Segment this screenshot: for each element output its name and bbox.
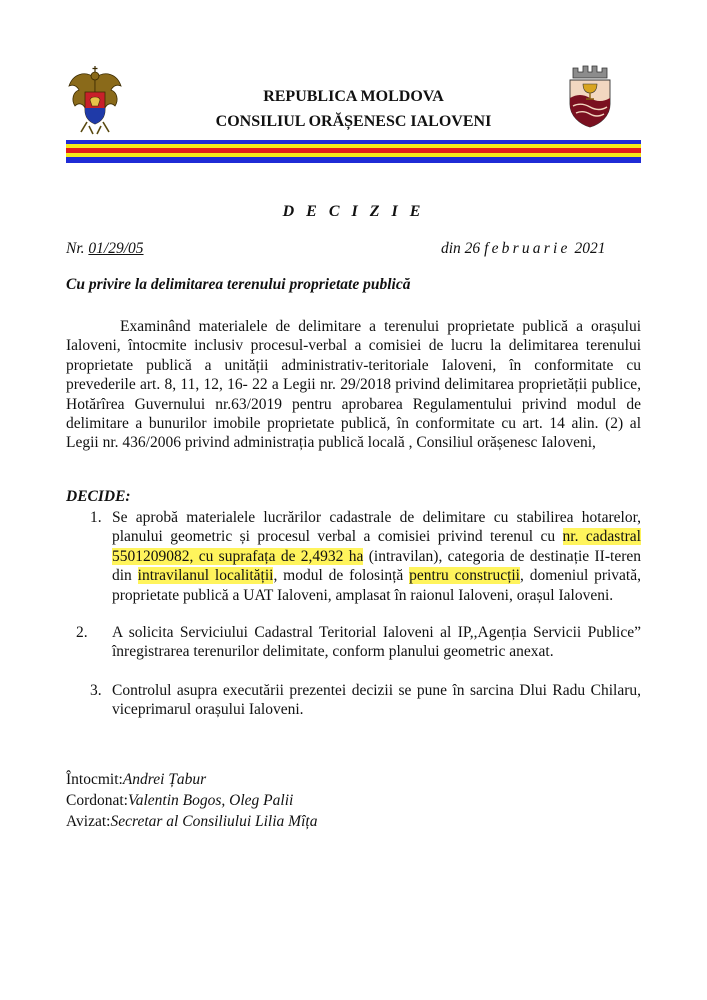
signature-label: Întocmit: [66,771,123,788]
signature-value: Secretar al Consiliului Lilia Mîța [110,813,318,830]
item-number: 1. [90,509,102,526]
item-text: Se aprobă materialele lucrărilor cadastrale de delimitare cu stabilirea hotarelor, planului geometric și procesul verbal a comisiei privind terenul cu [112,509,641,546]
decision-number [66,240,144,258]
item-text: Controlul asupra executării prezentei decizii se pune în sarcina Dlui Radu Chilaru, viceprimarul orașului Ialoveni. [112,682,641,719]
highlight-cadastral: nr. cadastral 5501209082, cu suprafața de 2,4932 ha [112,528,641,565]
intro-paragraph: Examinând materialele de delimitare a terenului proprietate publică a orașului Ialoveni, întocmite inclusiv procesul-verbal a comisiei de lucru la delimitarea terenului proprietate publică a unității administrativ-teritoriale Ialoveni, în conformitate cu prevederile art. 8, 11, 12, 16- 22 a Legii nr. 29/2018 privind delimitarea proprietății publice, Hotărîrea Guvernului nr.63/2019 pentru aprobarea Regulamentului privind modul de delimitare a bunurilor imobile proprietate publică, în conformitate cu art. 14 alin. (2) al Legii nr. 436/2006 privind administrația publică locală , Consiliul orășenesc Ialoveni, [66,318,641,452]
tricolor-stripes [66,140,641,163]
stripe-blue [66,140,641,144]
stripe-yellow [66,144,641,148]
signature-value: Andrei Țabur [122,771,207,788]
item-text: A solicita Serviciului Cadastral Teritorial Ialoveni al IP,,Agenția Servicii Publice” înregistrarea terenurilor delimitate, conform planului geometric anexat. [112,624,641,661]
date-month: februarie [484,240,571,257]
council-name: CONSILIUL ORĂȘENESC IALOVENI [215,113,492,130]
decision-item-3 [90,681,641,720]
stripe-red [66,148,641,153]
item-text: , domeniul privată, proprietate publică a UAT Ialoveni, amplasat în raionul Ialoveni, orașul Ialoveni. [112,567,641,604]
stripe-yellow-2 [66,153,641,157]
decision-date [441,240,605,258]
number-prefix: Nr. [66,240,89,257]
item-number: 2. [76,624,88,641]
item-number: 3. [90,682,102,699]
stripe-blue-2 [66,157,641,163]
item-text: (intravilan), categoria de destinație II-teren din [112,547,641,585]
signature-label: Cordonat: [66,792,128,809]
highlight-intravilan: intravilanul localității [137,567,274,585]
highlight-constructii: pentru construcții [409,567,520,585]
item-text: , modul de folosință [273,567,410,585]
signature-label: Avizat: [66,813,111,830]
decision-item-1 [90,508,641,605]
country-name: REPUBLICA MOLDOVA [263,88,444,105]
signature-prepared [66,771,206,789]
signature-coordinated [66,792,293,810]
date-year: 2021 [570,240,606,257]
decision-item-2 [76,623,641,662]
decision-subject: Cu privire la delimitarea terenului proprietate publică [66,276,411,293]
signature-value: Valentin Bogos, Oleg Palii [128,792,294,809]
date-prefix: din 26 [441,240,485,257]
decide-label: DECIDE: [66,488,131,505]
signature-approved [66,813,317,831]
document-title: D E C I Z I E [282,203,425,220]
number-value: 01/29/05 [88,240,144,257]
